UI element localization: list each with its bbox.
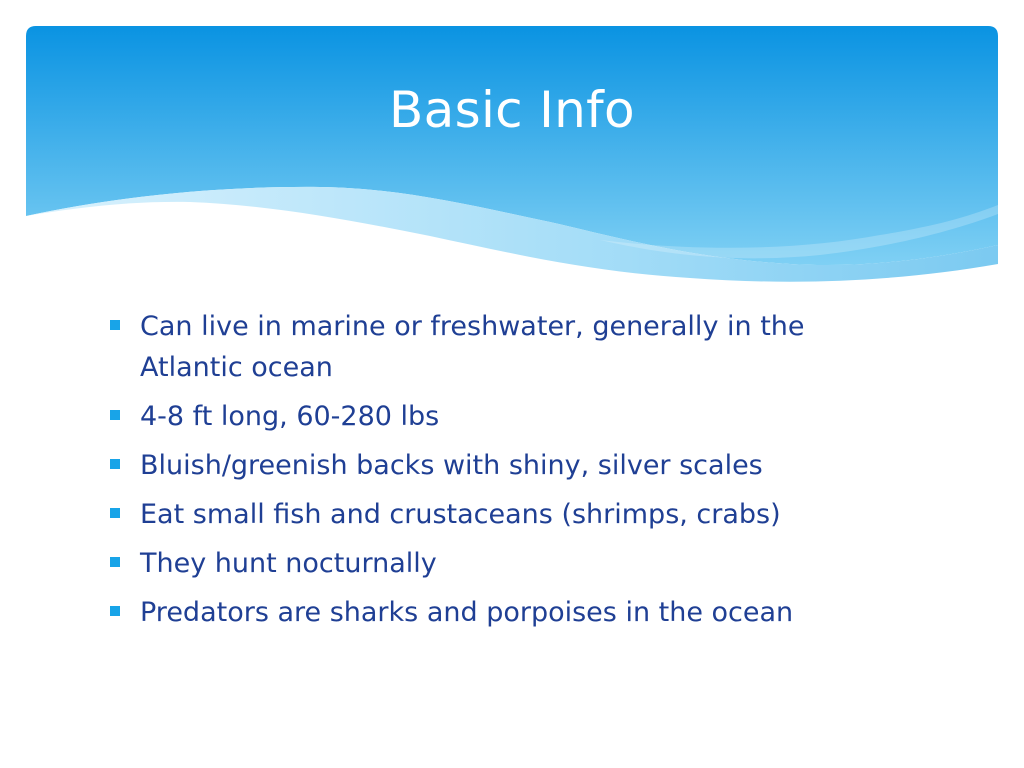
bullet-text: Can live in marine or freshwater, generally in the Atlantic ocean [140,311,805,383]
bullet-item [108,592,868,633]
bullet-text: Eat small fish and crustaceans (shrimps, crabs) [140,499,781,530]
square-bullet-icon [110,606,120,616]
bullet-item [108,306,868,388]
bullet-item [108,543,868,584]
square-bullet-icon [110,557,120,567]
bullet-text: They hunt nocturnally [140,548,437,579]
bullet-text: Predators are sharks and porpoises in the ocean [140,597,794,628]
bullet-item [108,494,868,535]
square-bullet-icon [110,459,120,469]
bullet-text: 4-8 ft long, 60-280 lbs [140,401,440,432]
slide-title: Basic Info [389,81,635,139]
bullet-list [108,306,868,641]
square-bullet-icon [110,410,120,420]
bullet-item [108,445,868,486]
header-wave-graphic [0,0,1024,300]
square-bullet-icon [110,320,120,330]
bullet-text: Bluish/greenish backs with shiny, silver scales [140,450,763,481]
square-bullet-icon [110,508,120,518]
bullet-item [108,396,868,437]
